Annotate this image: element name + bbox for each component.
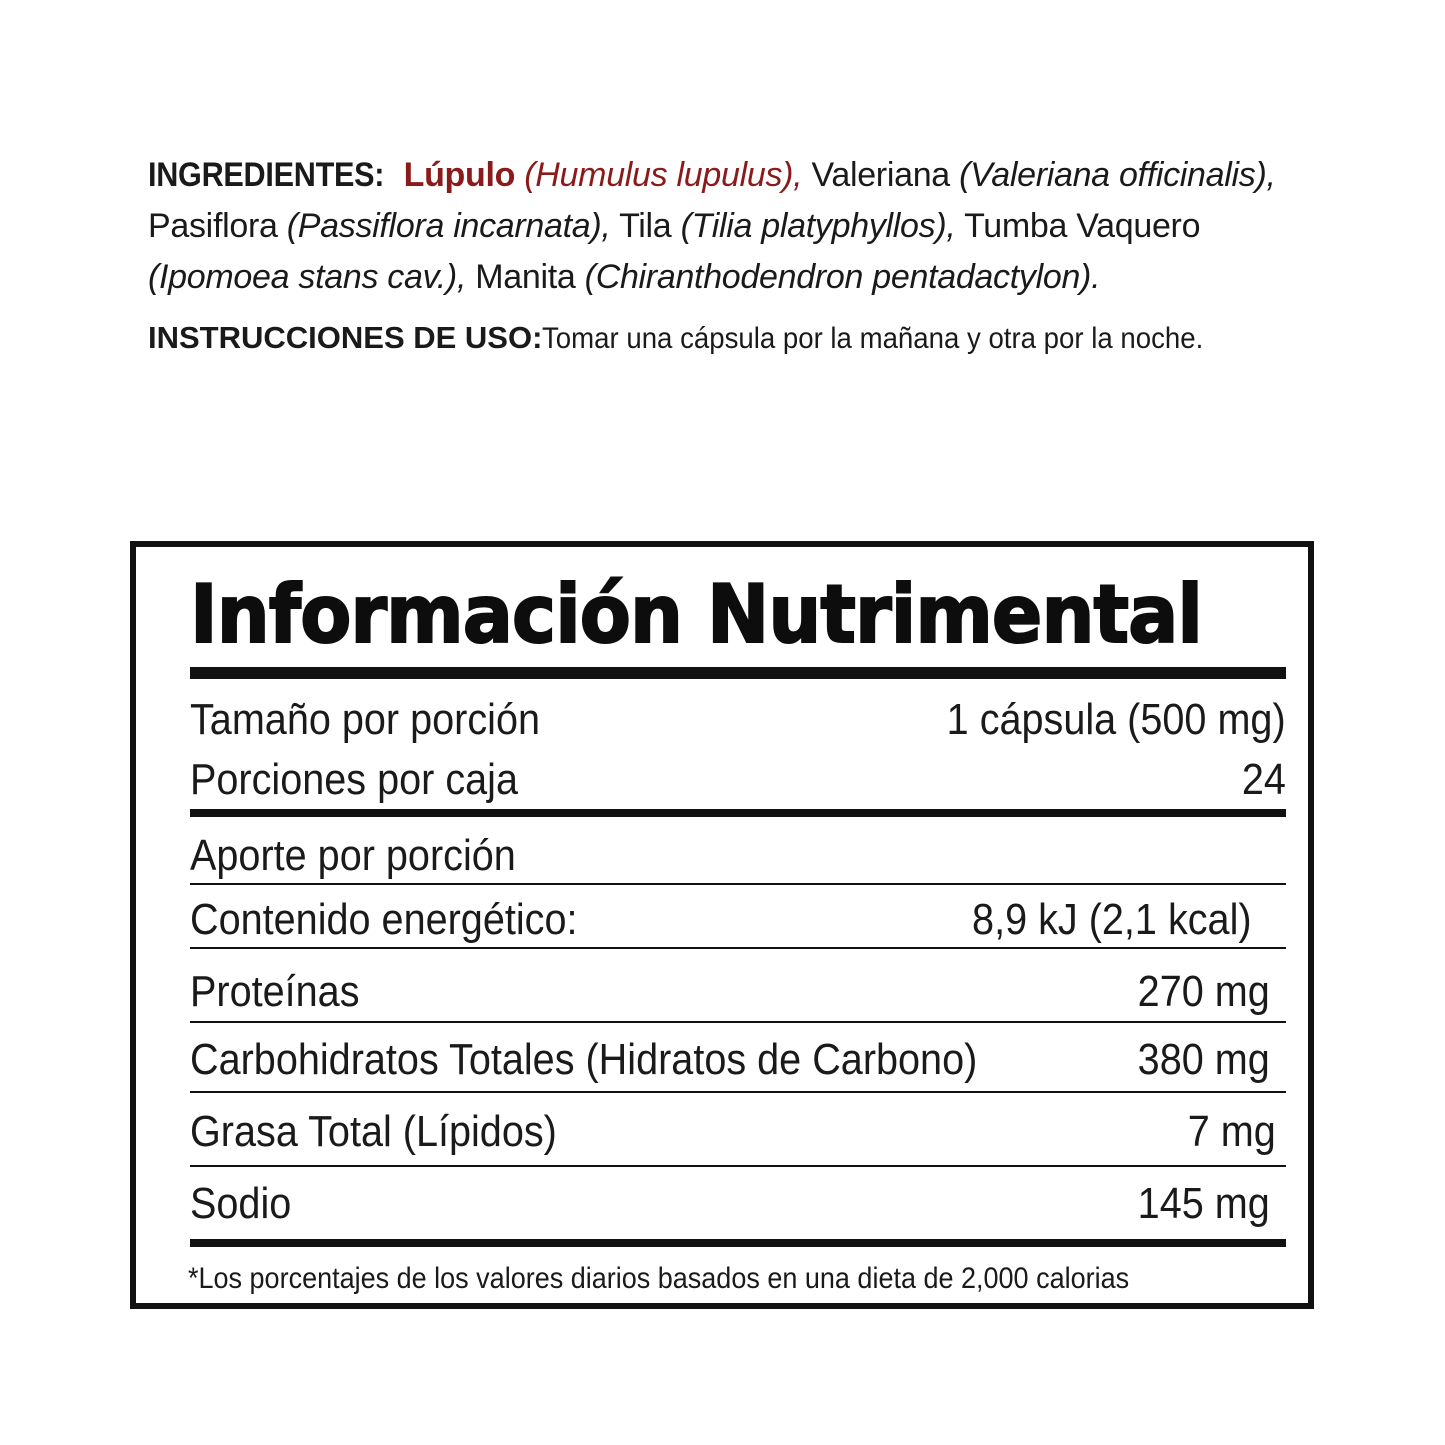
sodium-label: Sodio xyxy=(190,1179,292,1228)
ingredient-name: Manita xyxy=(475,258,576,296)
per-serving-label: Aporte por porción xyxy=(190,831,516,880)
fat-value: 7 mg xyxy=(1187,1107,1276,1156)
fat-label: Grasa Total (Lípidos) xyxy=(190,1107,557,1156)
sodium-value: 145 mg xyxy=(1137,1179,1270,1228)
ingredient-latin: (Ipomoea stans cav.), xyxy=(148,258,467,296)
footnote: *Los porcentajes de los valores diarios basados en una dieta de 2,000 calorias xyxy=(188,1262,1130,1295)
ingredient-name: Pasiflora xyxy=(148,207,278,245)
servings-value: 24 xyxy=(1241,755,1286,804)
row-divider xyxy=(190,947,1286,949)
ingredient-name: Valeriana xyxy=(811,156,950,194)
title-divider xyxy=(190,667,1286,679)
nutrition-facts-panel xyxy=(130,541,1314,1309)
row-divider xyxy=(190,883,1286,885)
carbs-value: 380 mg xyxy=(1137,1035,1270,1084)
row-divider xyxy=(190,1091,1286,1093)
ingredient-name: Tumba Vaquero xyxy=(964,207,1201,245)
row-divider xyxy=(190,1165,1286,1167)
ingredients-paragraph xyxy=(148,150,1348,303)
instructions-text: Tomar una cápsula por la mañana y otra por la noche. xyxy=(542,322,1204,355)
protein-value: 270 mg xyxy=(1137,967,1270,1016)
ingredients-label: INGREDIENTES: xyxy=(148,156,385,194)
footnote-divider xyxy=(190,1239,1286,1247)
nutrition-title: Información Nutrimental xyxy=(190,568,1202,661)
energy-label: Contenido energético: xyxy=(190,895,578,944)
energy-value: 8,9 kJ (2,1 kcal) xyxy=(972,895,1252,944)
serving-size-value: 1 cápsula (500 mg) xyxy=(947,695,1286,744)
instructions-paragraph xyxy=(148,316,1348,361)
ingredient-name: Lúpulo xyxy=(403,156,516,194)
servings-divider xyxy=(190,809,1286,817)
ingredient-latin: (Humulus lupulus), xyxy=(524,156,803,194)
row-divider xyxy=(190,1021,1286,1023)
protein-label: Proteínas xyxy=(190,967,360,1016)
ingredient-latin: (Passiflora incarnata), xyxy=(286,207,611,245)
carbs-label: Carbohidratos Totales (Hidratos de Carbono) xyxy=(190,1035,978,1084)
instructions-label: INSTRUCCIONES DE USO: xyxy=(148,320,543,355)
ingredient-name: Tila xyxy=(619,207,672,245)
ingredient-latin: (Valeriana officinalis), xyxy=(959,156,1276,194)
serving-size-label: Tamaño por porción xyxy=(190,695,541,744)
servings-label: Porciones por caja xyxy=(190,755,518,804)
ingredient-latin: (Chiranthodendron pentadactylon). xyxy=(584,258,1101,296)
ingredient-latin: (Tilia platyphyllos), xyxy=(680,207,956,245)
